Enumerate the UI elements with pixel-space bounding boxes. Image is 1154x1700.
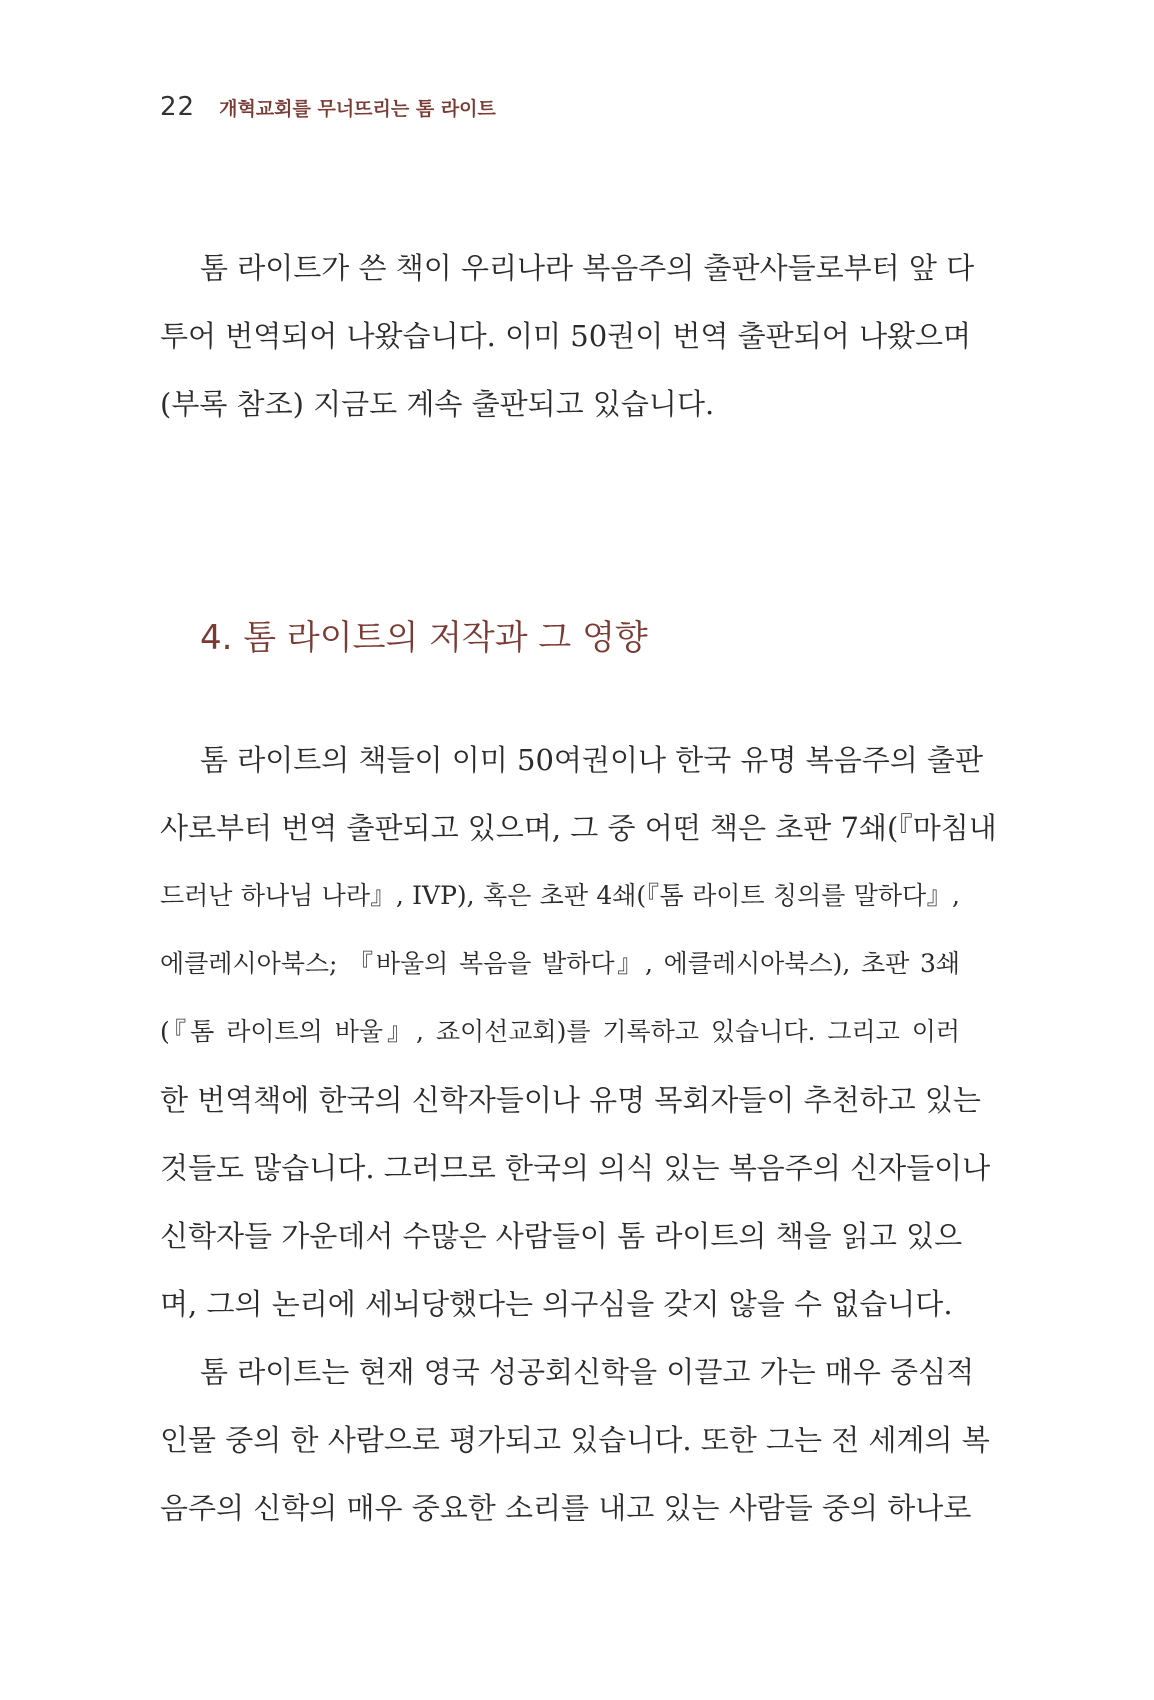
running-header	[160, 92, 496, 122]
paragraph-line: (부록 참조) 지금도 계속 출판되고 있습니다.	[160, 387, 715, 421]
paragraph-line: 톰 라이트는 현재 영국 성공회신학을 이끌고 가는 매우 중심적	[200, 1355, 975, 1389]
paragraph-line: 투어 번역되어 나왔습니다. 이미 50권이 번역 출판되어 나왔으며	[160, 319, 971, 353]
paragraph-line: (『톰 라이트의 바울』, 죠이선교회)를 기록하고 있습니다. 그리고 이러	[160, 1017, 960, 1046]
section-heading: 4. 톰 라이트의 저작과 그 영향	[200, 618, 648, 658]
paragraph-line: 며, 그의 논리에 세뇌당했다는 의구심을 갖지 않을 수 없습니다.	[160, 1287, 953, 1321]
paragraph-line: 한 번역책에 한국의 신학자들이나 유명 목회자들이 추천하고 있는	[160, 1083, 981, 1117]
page-number: 22	[160, 92, 196, 122]
paragraph-line: 톰 라이트가 쓴 책이 우리나라 복음주의 출판사들로부터 앞 다	[200, 251, 975, 285]
paragraph-line: 사로부터 번역 출판되고 있으며, 그 중 어떤 책은 초판 7쇄(『마침내	[160, 811, 997, 845]
paragraph-line: 에클레시아북스; 『바울의 복음을 발하다』, 에클레시아북스), 초판 3쇄	[160, 949, 960, 978]
paragraph-line: 신학자들 가운데서 수많은 사람들이 톰 라이트의 책을 읽고 있으	[160, 1219, 963, 1253]
paragraph-line: 것들도 많습니다. 그러므로 한국의 의식 있는 복음주의 신자들이나	[160, 1151, 991, 1185]
paragraph-line: 톰 라이트의 책들이 이미 50여권이나 한국 유명 복음주의 출판	[200, 743, 983, 777]
paragraph-line: 드러난 하나님 나라』, IVP), 혹은 초판 4쇄(『톰 라이트 칭의를 말하다』,	[160, 881, 960, 910]
paragraph-line: 음주의 신학의 매우 중요한 소리를 내고 있는 사람들 중의 하나로	[160, 1491, 972, 1525]
paragraph-line: 인물 중의 한 사람으로 평가되고 있습니다. 또한 그는 전 세계의 복	[160, 1423, 990, 1457]
book-title: 개혁교회를 무너뜨리는 톰 라이트	[219, 98, 496, 120]
